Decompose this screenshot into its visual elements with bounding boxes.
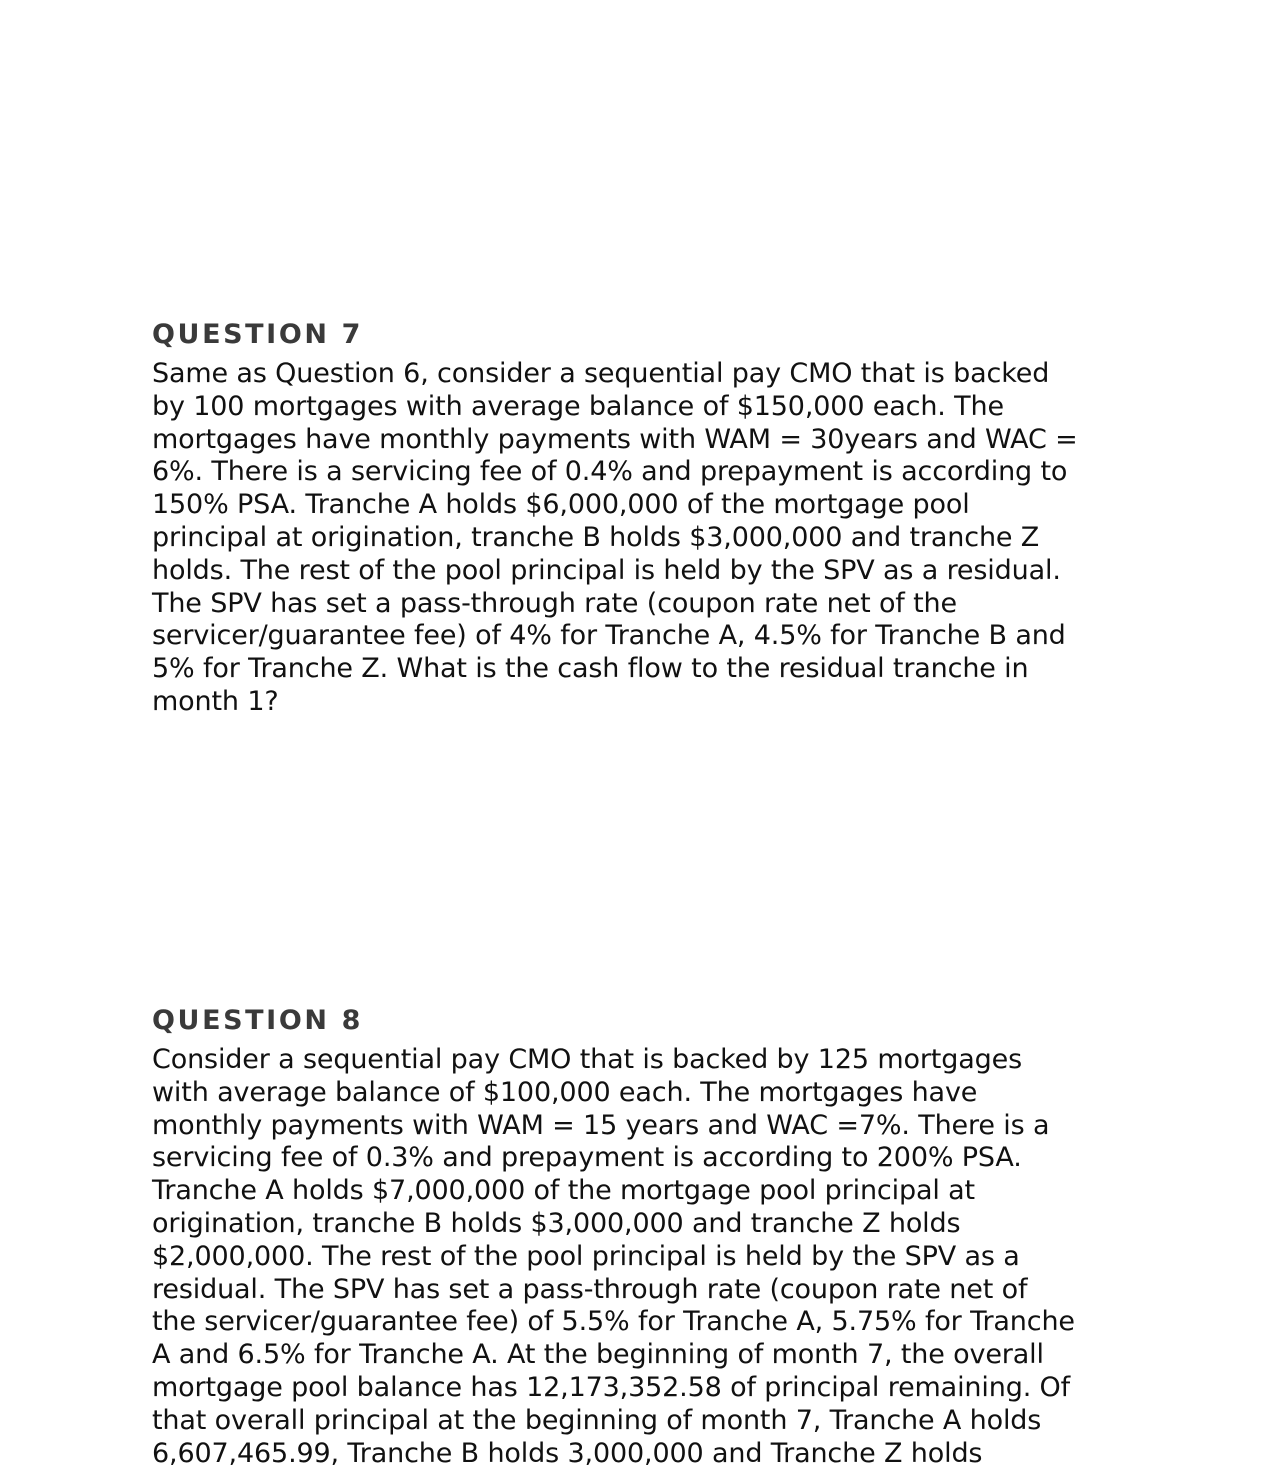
question-text-line: Tranche A holds $7,000,000 of the mortgage pool principal at [152,1175,975,1207]
question-text-line: servicing fee of 0.3% and prepayment is according to 200% PSA. [152,1142,1022,1174]
question-body [152,358,1152,719]
question-text-line: holds. The rest of the pool principal is held by the SPV as a residual. [152,554,1061,586]
question-text-line: principal at origination, tranche B holds $3,000,000 and tranche Z [152,521,1040,553]
question-title: QUESTION 8 [152,1005,363,1036]
question-text-line: $2,000,000. The rest of the pool principal is held by the SPV as a [152,1240,1020,1272]
question-text-line: mortgages have monthly payments with WAM = 30years and WAC = [152,423,1078,455]
question-text-line: that overall principal at the beginning of month 7, Tranche A holds [152,1404,1042,1436]
question-title: QUESTION 7 [152,319,363,350]
question-text-line: 6%. There is a servicing fee of 0.4% and prepayment is according to [152,456,1068,488]
question-text-line: monthly payments with WAM = 15 years and WAC =7%. There is a [152,1109,1050,1141]
question-text-line: Same as Question 6, consider a sequential pay CMO that is backed [152,358,1050,389]
question-text-line: origination, tranche B holds $3,000,000 and tranche Z holds [152,1207,961,1239]
question-text-line: by 100 mortgages with average balance of $150,000 each. The [152,390,1004,422]
question-text-line: mortgage pool balance has 12,173,352.58 of principal remaining. Of [152,1371,1071,1403]
question-text-line: 5% for Tranche Z. What is the cash flow to the residual tranche in [152,653,1029,685]
question-body [152,1044,1152,1470]
question-text-line: Consider a sequential pay CMO that is backed by 125 mortgages [152,1044,1022,1075]
question-7 [152,318,1152,719]
question-text-line: residual. The SPV has set a pass-through rate (coupon rate net of [152,1273,1028,1305]
question-text-line: servicer/guarantee fee) of 4% for Tranche A, 4.5% for Tranche B and [152,620,1066,652]
question-text-line: The SPV has set a pass-through rate (coupon rate net of the [152,587,957,619]
question-8 [152,1004,1152,1470]
question-text-line: the servicer/guarantee fee) of 5.5% for Tranche A, 5.75% for Tranche [152,1306,1075,1338]
question-text-line: month 1? [152,685,279,717]
question-text-line: with average balance of $100,000 each. The mortgages have [152,1076,978,1108]
question-text-line: 6,607,465.99, Tranche B holds 3,000,000 and Tranche Z holds [152,1437,983,1469]
question-text-line: A and 6.5% for Tranche A. At the beginning of month 7, the overall [152,1339,1044,1371]
question-text-line: 150% PSA. Tranche A holds $6,000,000 of the mortgage pool [152,489,970,521]
